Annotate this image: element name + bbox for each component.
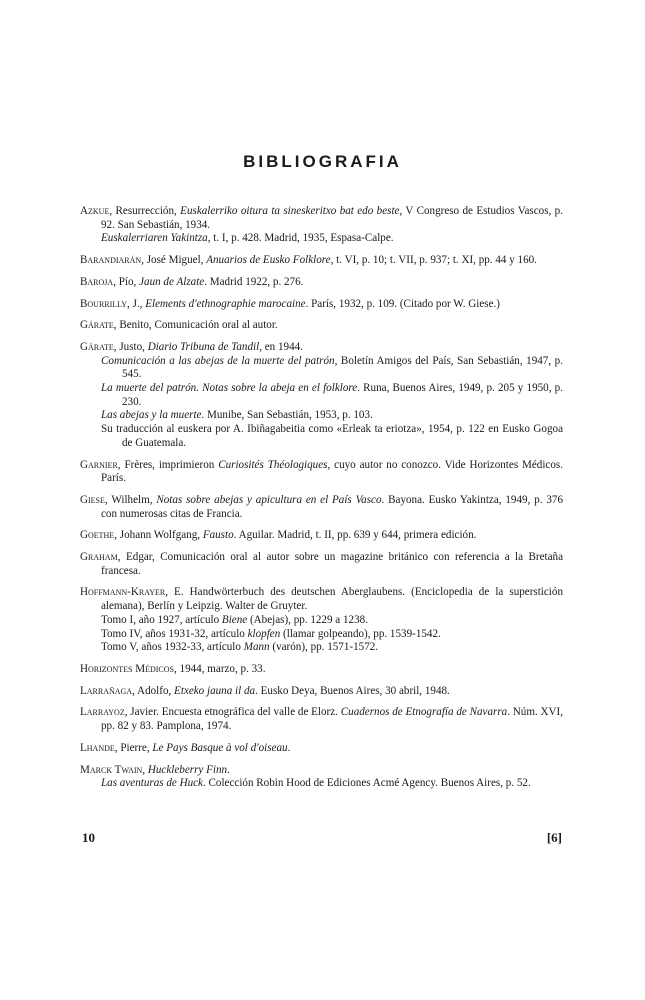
bibliography-entry: Larrañaga, Adolfo, Etxeko jauna il da. Eusko Deya, Buenos Aires, 30 abril, 1948. <box>80 684 450 697</box>
bibliography-entry: Hoffmann-Krayer, E. Handwörterbuch des deutschen Aberglaubens. (Enciclopedia de la superstición alemana), Berlín y Leipzig. Walter de Gruyter. Tomo I, año 1927, artículo Biene (Abejas), pp. 1229 a 1238. Tomo IV, años 1931-32, artículo klopfen (llamar golpeando), pp. 1539-1542. Tomo V, años 1932-33, artículo Mann (varón), pp. 1571-1572. <box>80 586 563 654</box>
author-name: Gárate <box>80 340 114 353</box>
bibliography-entry: Graham, Edgar, Comunicación oral al autor sobre un magazine británico con referencia a la Bretaña francesa. <box>80 551 563 577</box>
bibliography-entry: Lhande, Pierre, Le Pays Basque à vol d'oiseau. <box>80 741 291 754</box>
page-number: 10 <box>82 830 95 845</box>
author-name: Azkue <box>80 205 110 217</box>
page-title: BIBLIOGRAFIA <box>243 152 402 171</box>
author-name: Barandiarán <box>80 254 142 267</box>
bibliography-entry: Goethe, Johann Wolfgang, Fausto. Aguilar. Madrid, t. II, pp. 639 y 644, primera edición. <box>80 529 477 542</box>
bibliography-entry: Gárate, Justo, Diario Tribuna de Tandil, en 1944. Comunicación a las abejas de la muerte del patrón, Boletín Amigos del País, San Sebastián, 1947, p. 545. La muerte del patrón. Notas sobre la abeja en el folklore. Runa, Buenos Aires, 1949, p. 205 y 1950, p. 230. Las abejas y la muerte. Munibe, San Sebastián, 1953, p. 103. Su traducción al euskera por A. Ibiñagabeitia como «Erleak ta eriotza», 1954, p. 122 en Eusko Gogoa de Guatemala. <box>80 340 563 449</box>
author-name: Hoffmann-Krayer <box>80 586 166 599</box>
author-name: Larrañaga <box>80 684 133 697</box>
author-name: Graham <box>80 551 118 564</box>
author-name: Giese <box>80 493 105 506</box>
bibliography-entry: Giese, Wilhelm, Notas sobre abejas y apicultura en el País Vasco. Bayona. Eusko Yakintza, 1949, p. 376 con numerosas citas de Francia. <box>80 493 563 520</box>
bibliography-entry: Bourrilly, J., Elements d'ethnographie marocaine. París, 1932, p. 109. (Citado por W. Giese.) <box>80 297 500 310</box>
bibliography-entry: Larrayoz, Javier. Encuesta etnográfica del valle de Elorz. Cuadernos de Etnografía de Navarra. Núm. XVI, pp. 82 y 83. Pamplona, 1974. <box>80 706 563 733</box>
author-name: Goethe <box>80 529 115 542</box>
author-name: Lhande <box>80 741 115 754</box>
bibliography-entry: Barandiarán, José Miguel, Anuarios de Eusko Folklore, t. VI, p. 10; t. VII, p. 937; t. XI, pp. 44 y 160. <box>80 254 537 267</box>
author-name: Larrayoz <box>80 706 125 719</box>
bracket-page-number: [6] <box>546 830 562 845</box>
bibliography-entry: Baroja, Pío, Jaun de Alzate. Madrid 1922, p. 276. <box>80 275 304 288</box>
bibliography-entry: Gárate, Benito, Comunicación oral al autor. <box>80 319 278 332</box>
author-name: Horizontes Médicos <box>80 662 174 675</box>
author-name: Bourrilly <box>80 297 128 310</box>
bibliography-entry: Azkue, Resurrección, Euskalerriko oitura ta sineskeritxo bat edo beste, V Congreso de Estudios Vascos, p. 92. San Sebastián, 1934. Euskalerriaren Yakintza, t. I, p. 428. Madrid, 1935, Espasa-Calpe. <box>80 205 563 245</box>
author-name: Marck Twain <box>80 763 143 776</box>
author-name: Garnier <box>80 458 118 471</box>
author-name: Baroja <box>80 275 114 288</box>
bibliography-entry: Garnier, Frères, imprimieron Curiosités Théologiques, cuyo autor no conozco. Vide Horizontes Médicos. París. <box>80 458 563 485</box>
bibliography-list <box>80 205 563 799</box>
author-name: Gárate <box>80 319 114 332</box>
bibliography-entry: Horizontes Médicos, 1944, marzo, p. 33. <box>80 662 266 675</box>
bibliography-entry: Marck Twain, Huckleberry Finn. Las aventuras de Huck. Colección Robin Hood de Ediciones Acmé Agency. Buenos Aires, p. 52. <box>80 763 531 790</box>
